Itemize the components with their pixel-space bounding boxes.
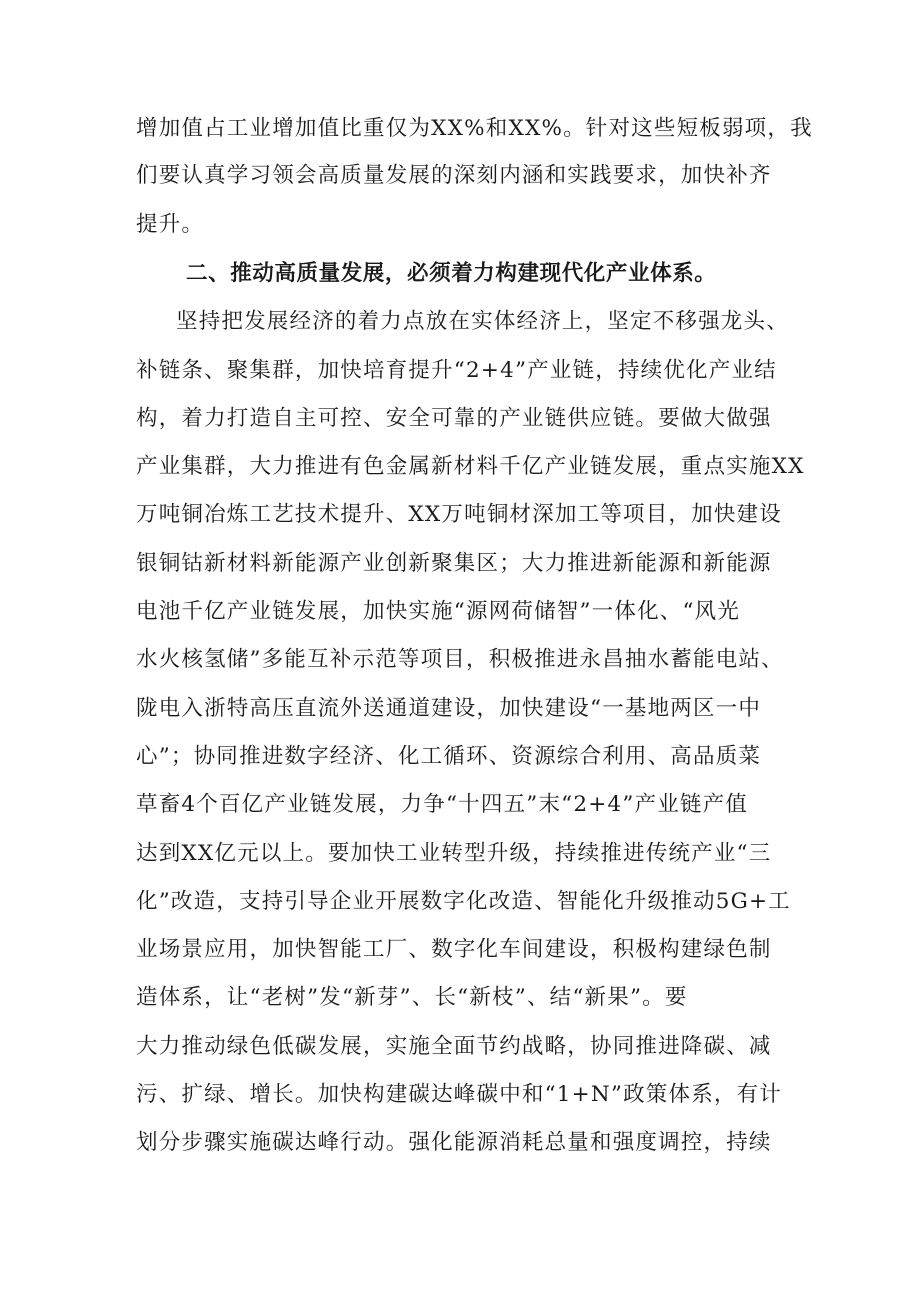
body-line: 划分步骤实施碳达峰行动。强化能源消耗总量和强度调控，持续: [136, 1130, 772, 1155]
body-line: 万吨铜冶炼工艺技术提升、XX万吨铜材深加工等项目，加快建设: [136, 502, 782, 527]
body-line: 草畜4个百亿产业链发展，力争“十四五”末“2+4”产业链产值: [136, 792, 749, 817]
body-line: 水火核氢储”多能互补示范等项目，积极推进永昌抽水蓄能电站、: [136, 647, 784, 672]
body-line: 产业集群，大力推进有色金属新材料千亿产业链发展，重点实施XX: [136, 454, 805, 479]
intro-line: 们要认真学习领会高质量发展的深刻内涵和实践要求，加快补齐: [136, 163, 772, 188]
body-line: 污、扩绿、增长。加快构建碳达峰碳中和“1+N”政策体系，有计: [136, 1082, 782, 1107]
intro-line: 增加值占工业增加值比重仅为XX%和XX%。针对这些短板弱项，我: [136, 116, 813, 141]
body-line: 电池千亿产业链发展，加快实施“源网荷储智”一体化、“风光: [136, 599, 741, 624]
body-line: 心”；协同推进数字经济、化工循环、资源综合利用、高品质菜: [136, 744, 762, 769]
body-line: 业场景应用，加快智能工厂、数字化车间建设，积极构建绿色制: [136, 937, 772, 962]
body-line: 达到XX亿元以上。要加快工业转型升级，持续推进传统产业“三: [136, 841, 772, 866]
section-heading: 二、推动高质量发展，必须着力构建现代化产业体系。: [186, 261, 717, 286]
body-line: 造体系，让“老树”发“新芽”、长“新枝”、结“新果”。要: [136, 985, 688, 1010]
body-line: 陇电入浙特高压直流外送通道建设，加快建设“一基地两区一中: [136, 696, 762, 721]
body-line: 大力推动绿色低碳发展，实施全面节约战略，协同推进降碳、减: [136, 1034, 772, 1059]
body-line: 补链条、聚集群，加快培育提升“2+4”产业链，持续优化产业结: [136, 358, 777, 383]
body-line: 坚持把发展经济的着力点放在实体经济上，坚定不移强龙头、: [176, 309, 789, 334]
body-line: 构，着力打造自主可控、安全可靠的产业链供应链。要做大做强: [136, 406, 772, 431]
body-line: 银铜钴新材料新能源产业创新聚集区；大力推进新能源和新能源: [136, 551, 772, 576]
body-line: 化”改造，支持引导企业开展数字化改造、智能化升级推动5G+工: [136, 889, 791, 914]
intro-line: 提升。: [136, 212, 205, 237]
